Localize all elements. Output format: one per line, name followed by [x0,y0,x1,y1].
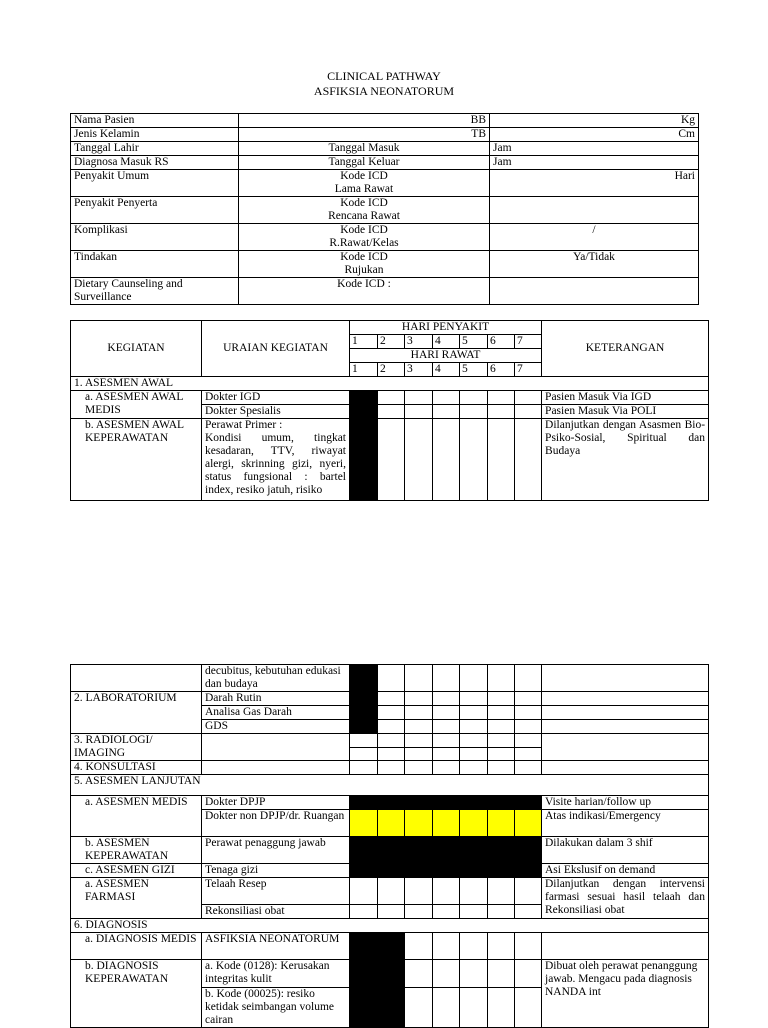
day-cell [488,933,515,960]
day-cell [405,692,433,706]
day-cell [433,419,460,501]
doc-subtitle: ASFIKSIA NEONATORUM [313,84,455,98]
activity-telaah-resep: Telaah Resep [202,878,350,905]
empty-note [542,734,709,761]
day-cell [405,405,433,419]
day-cell-filled [350,864,378,878]
day-cell-filled [460,837,488,864]
day-cell [405,734,433,748]
label-kode-icd: Kode ICD [340,170,388,182]
section-asesmen-lanjutan: 5. ASESMEN LANJUTAN [71,775,709,796]
day-cell [405,419,433,501]
label-kode-icd-5: Kode ICD : [239,278,490,305]
label-asesmen-keperawatan: b. ASESMEN KEPERAWATAN [71,837,202,864]
label-asesmen-farmasi: a. ASESMEN FARMASI [71,878,202,919]
day-number: 1 [350,363,378,377]
day-cell-filled [405,864,433,878]
day-cell [405,720,433,734]
note-non-dpjp: Atas indikasi/Emergency [542,810,709,837]
day-cell [515,905,542,919]
activity-gds: GDS [202,720,350,734]
label-cm: Cm [490,128,699,142]
label-penyakit-umum: Penyakit Umum [71,170,239,197]
empty-activity [202,734,350,761]
day-cell [515,720,542,734]
day-cell [378,747,405,761]
day-cell-filled [405,796,433,810]
label-hari: Hari [490,170,699,197]
empty-note [542,720,709,734]
day-number: 3 [405,363,433,377]
activity-perawat-primer [202,419,350,501]
day-cell-filled [378,988,405,1028]
day-cell [515,878,542,905]
label-jam-masuk: Jam [490,142,699,156]
day-cell [460,761,488,775]
label-diagnosa-masuk: Diagnosa Masuk RS [71,156,239,170]
day-cell-filled [350,706,378,720]
label-diagnosis-medis: a. DIAGNOSIS MEDIS [71,933,202,960]
day-cell-filled [350,720,378,734]
label-kg: Kg [490,114,699,128]
empty-note [542,761,709,775]
day-cell [378,665,405,692]
day-cell-yellow [460,810,488,837]
day-cell [515,960,542,988]
day-cell-yellow [378,810,405,837]
day-cell [378,878,405,905]
day-cell [378,405,405,419]
day-cell [460,419,488,501]
day-cell [515,988,542,1028]
day-cell [350,734,378,748]
label-rujukan: Rujukan [344,264,384,276]
day-cell [378,734,405,748]
label-komplikasi: Komplikasi [71,224,239,251]
activity-dokter-spesialis: Dokter Spesialis [202,405,350,419]
label-tanggal-lahir: Tanggal Lahir [71,142,239,156]
day-cell [488,405,515,419]
day-number: 7 [515,335,542,349]
day-number: 3 [405,335,433,349]
empty-note [542,706,709,720]
label-tb: TB [239,128,490,142]
doc-title: CLINICAL PATHWAY [327,69,441,83]
activity-continued: decubitus, kebutuhan edukasi dan budaya [202,665,350,692]
day-cell [488,960,515,988]
day-cell-yellow [350,810,378,837]
day-cell-filled [350,988,378,1028]
day-cell [378,419,405,501]
day-cell [460,878,488,905]
day-cell [405,706,433,720]
day-cell-filled [378,960,405,988]
note-farmasi: Dilanjutkan dengan intervensi farmasi sesuai hasil telaah dan Rekonsiliasi obat [542,878,709,919]
day-cell-filled [350,419,378,501]
day-cell [460,706,488,720]
label-kode-icd: Kode ICD [340,197,388,209]
day-cell [433,405,460,419]
day-cell [405,878,433,905]
day-cell [378,391,405,405]
empty-note [542,665,709,692]
day-cell [350,905,378,919]
patient-identity-table [70,113,699,305]
day-cell-filled [488,796,515,810]
day-cell [433,692,460,706]
label-penyakit-penyerta: Penyakit Penyerta [71,197,239,224]
activity-dokter-non-dpjp: Dokter non DPJP/dr. Ruangan [202,810,350,837]
day-cell [488,747,515,761]
day-cell-filled [350,796,378,810]
day-cell-filled [350,692,378,706]
day-cell-filled [350,665,378,692]
day-cell-filled [378,864,405,878]
note-diagnosis-keperawatan: Dibuat oleh perawat penanggung jawab. Mengacu pada diagnosis NANDA int [542,960,709,1028]
day-cell [488,706,515,720]
activity-dokter-dpjp: Dokter DPJP [202,796,350,810]
day-cell-filled [350,960,378,988]
label-asesmen-awal-medis: a. ASESMEN AWAL MEDIS [71,391,202,419]
day-cell-filled [460,796,488,810]
day-cell-filled [433,796,460,810]
day-cell-filled [350,837,378,864]
day-cell [515,692,542,706]
cell-kode-icd-4 [239,251,490,278]
activity-dokter-igd: Dokter IGD [202,391,350,405]
label-jam-keluar: Jam [490,156,699,170]
day-cell [350,761,378,775]
day-cell [378,761,405,775]
note-keperawatan: Dilanjutkan dengan Asasmen Bio-Psiko-Sosial, Spiritual dan Budaya [542,419,709,501]
day-cell [405,960,433,988]
day-cell [433,933,460,960]
section-laboratorium: 2. LABORATORIUM [71,692,202,734]
day-cell [378,706,405,720]
day-number: 7 [515,363,542,377]
empty-note [542,692,709,706]
label-lama-rawat: Lama Rawat [334,183,394,195]
day-cell [460,734,488,748]
cell-kode-icd-1 [239,170,490,197]
day-cell [515,933,542,960]
day-cell [515,761,542,775]
perawat-primer-title: Perawat Primer : [205,419,283,431]
label-asesmen-medis: a. ASESMEN MEDIS [71,796,202,837]
day-cell [515,665,542,692]
day-number: 4 [433,363,460,377]
day-cell-yellow [405,810,433,837]
day-cell [515,405,542,419]
day-cell [488,761,515,775]
day-cell [433,734,460,748]
day-cell [488,734,515,748]
day-cell-yellow [433,810,460,837]
day-cell [405,905,433,919]
section-asesmen-awal: 1. ASESMEN AWAL [71,377,709,391]
note-dpjp: Visite harian/follow up [542,796,709,810]
label-ya-tidak: Ya/Tidak [490,251,699,278]
header-keterangan: KETERANGAN [542,321,709,377]
note-igd: Pasien Masuk Via IGD [542,391,709,405]
label-asesmen-gizi: c. ASESMEN GIZI [71,864,202,878]
section-radiologi: 3. RADIOLOGI/ IMAGING [71,734,202,761]
activity-perawat-pj: Perawat penaggung jawab [202,837,350,864]
section-diagnosis: 6. DIAGNOSIS [71,919,709,933]
day-cell [378,692,405,706]
label-tindakan: Tindakan [71,251,239,278]
day-number: 1 [350,335,378,349]
day-cell-filled [350,391,378,405]
day-cell [433,391,460,405]
activity-kode-00025: b. Kode (00025): resiko ketidak seimbangan volume cairan [202,988,350,1028]
day-cell-filled [350,405,378,419]
day-cell [433,761,460,775]
day-cell [515,747,542,761]
day-cell-yellow [488,810,515,837]
day-cell [488,692,515,706]
note-perawat-pj: Dilakukan dalam 3 shif [542,837,709,864]
day-number: 6 [488,363,515,377]
activities-table-page1 [70,320,709,501]
day-cell [515,706,542,720]
day-cell [460,905,488,919]
day-cell [405,988,433,1028]
cell-kode-icd-3 [239,224,490,251]
label-diagnosis-keperawatan: b. DIAGNOSIS KEPERAWATAN [71,960,202,1028]
day-number: 5 [460,363,488,377]
day-cell [488,391,515,405]
day-cell [460,391,488,405]
day-cell-filled [378,796,405,810]
day-cell [405,933,433,960]
header-hari-penyakit: HARI PENYAKIT [350,321,542,335]
header-kegiatan: KEGIATAN [71,321,202,377]
activity-analisa-gas-darah: Analisa Gas Darah [202,706,350,720]
label-slash: / [490,224,699,251]
day-number: 2 [378,335,405,349]
day-cell [515,391,542,405]
day-cell [515,734,542,748]
day-cell [515,419,542,501]
day-cell-filled [488,837,515,864]
day-cell [460,720,488,734]
day-cell [433,905,460,919]
day-cell-yellow [515,810,542,837]
day-cell [350,878,378,905]
day-cell [488,878,515,905]
cell-kode-icd-2 [239,197,490,224]
activities-table-page2 [70,664,709,1028]
day-number: 2 [378,363,405,377]
empty-activity [202,761,350,775]
empty-cell [490,278,699,305]
note-gizi: Asi Ekslusif on demand [542,864,709,878]
activity-kode-0128: a. Kode (0128): Kerusakan integritas kulit [202,960,350,988]
day-cell [433,706,460,720]
day-cell [488,905,515,919]
label-kode-icd: Kode ICD [340,251,388,263]
day-cell-filled [433,837,460,864]
day-cell-filled [405,837,433,864]
section-konsultasi: 4. KONSULTASI [71,761,202,775]
day-number: 4 [433,335,460,349]
activity-tenaga-gizi: Tenaga gizi [202,864,350,878]
activity-rekonsiliasi-obat: Rekonsiliasi obat [202,905,350,919]
empty-note [542,933,709,960]
day-cell [378,720,405,734]
activity-asfiksia: ASFIKSIA NEONATORUM [202,933,350,960]
header-uraian-kegiatan: URAIAN KEGIATAN [202,321,350,377]
label-tanggal-keluar: Tanggal Keluar [239,156,490,170]
day-cell [460,960,488,988]
day-number: 6 [488,335,515,349]
day-cell [350,747,378,761]
day-cell [460,933,488,960]
day-cell [405,665,433,692]
day-cell-filled [515,796,542,810]
label-jenis-kelamin: Jenis Kelamin [71,128,239,142]
day-cell [433,665,460,692]
activity-darah-rutin: Darah Rutin [202,692,350,706]
day-cell [488,419,515,501]
day-cell [433,960,460,988]
day-cell-filled [378,837,405,864]
empty-cell [71,665,202,692]
day-cell-filled [515,864,542,878]
day-cell-filled [460,864,488,878]
label-rencana-rawat: Rencana Rawat [328,210,400,222]
label-dietary: Dietary Caunseling and Surveillance [71,278,239,305]
day-cell [433,720,460,734]
empty-cell [490,197,699,224]
kondisi-text: Kondisi umum, tingkat kesadaran, TTV, riwayat alergi, skrinning gizi, nyeri, status fungsional : bartel index, resiko jatuh, risiko [205,432,346,496]
day-cell-filled [515,837,542,864]
day-cell [433,878,460,905]
label-tanggal-masuk: Tanggal Masuk [239,142,490,156]
day-cell [488,988,515,1028]
label-kode-icd: Kode ICD [340,224,388,236]
day-cell [460,692,488,706]
day-cell [460,405,488,419]
day-cell-filled [488,864,515,878]
label-nama-pasien: Nama Pasien [71,114,239,128]
day-cell [460,988,488,1028]
day-cell-filled [433,864,460,878]
label-rawat-kelas: R.Rawat/Kelas [329,237,399,249]
day-number: 5 [460,335,488,349]
label-bb: BB [239,114,490,128]
day-cell [488,665,515,692]
day-cell [405,747,433,761]
header-hari-rawat: HARI RAWAT [350,349,542,363]
note-poli: Pasien Masuk Via POLI [542,405,709,419]
day-cell-filled [378,933,405,960]
day-cell [405,761,433,775]
day-cell [378,905,405,919]
label-asesmen-awal-keperawatan: b. ASESMEN AWAL KEPERAWATAN [71,419,202,501]
day-cell-filled [350,933,378,960]
day-cell [488,720,515,734]
day-cell [433,988,460,1028]
day-cell [460,665,488,692]
day-cell [460,747,488,761]
day-cell [433,747,460,761]
day-cell [405,391,433,405]
